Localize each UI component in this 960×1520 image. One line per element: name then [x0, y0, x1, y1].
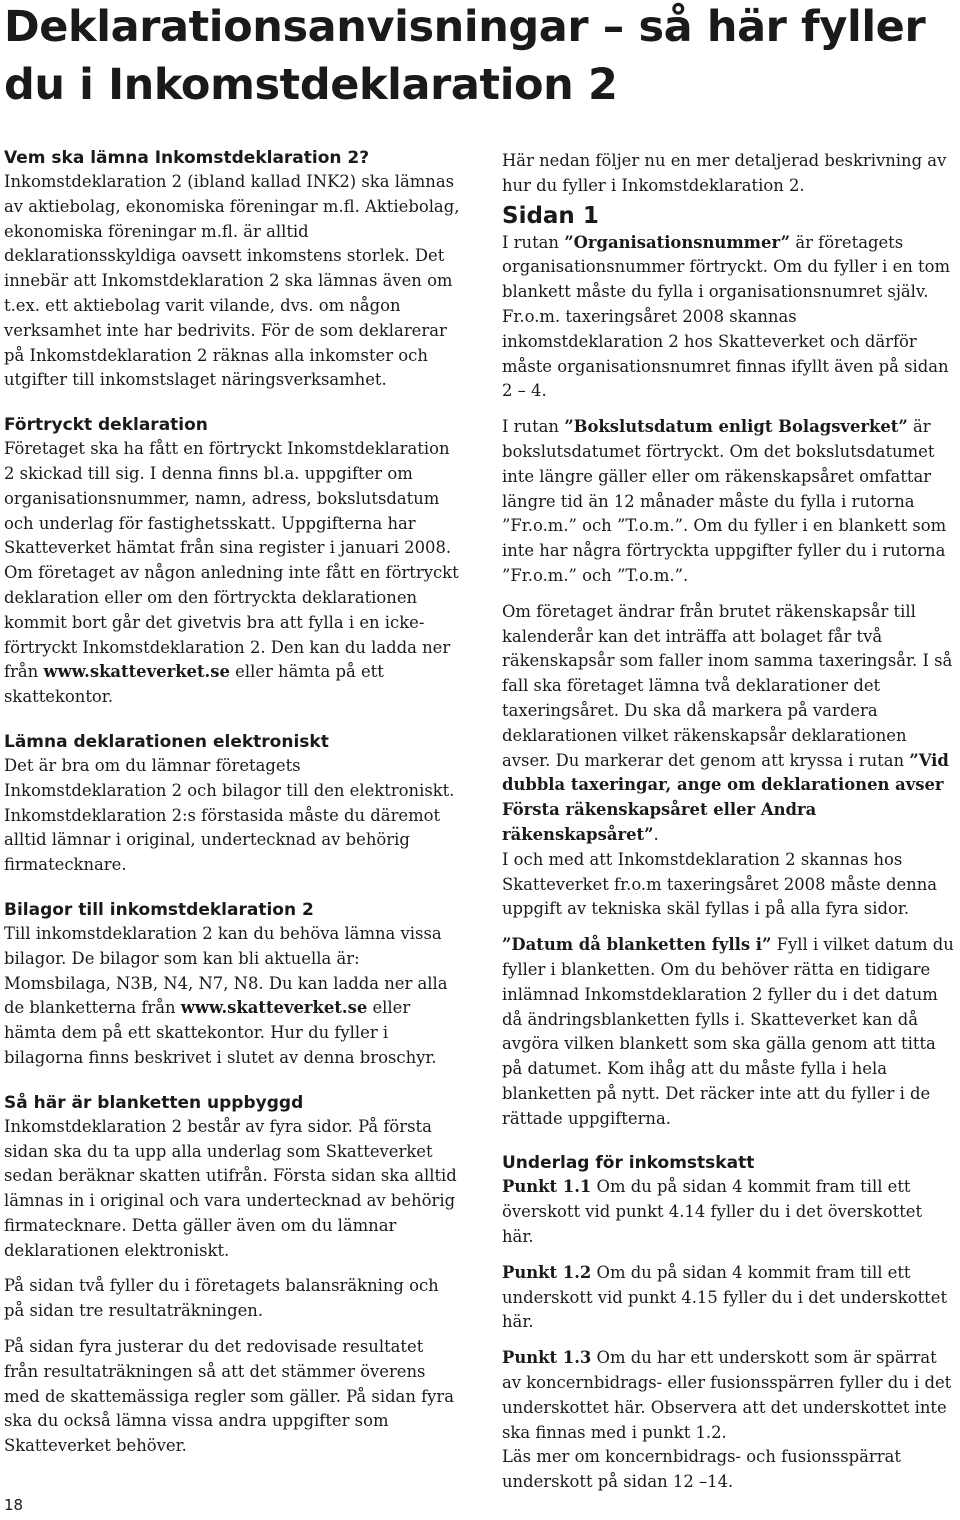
page-title: Deklarationsanvisningar – så här fyller du i Inkomstdeklaration 2 [4, 2, 926, 110]
paragraph-elektroniskt: Det är bra om du lämnar företagets Inkomstdeklaration 2 och bilagor till den elektroniskt. Inkomstdeklaration 2:s förstasida måste du däremot alltid lämnar i original, undertecknad av behörig firmatecknare. [4, 755, 455, 875]
paragraph-organisationsnummer: I rutan ”Organisationsnummer” är företagets organisationsnummer förtryckt. Om du fyller i en tom blankett måste du fylla i organisationsnumret själv. Fr.o.m. taxeringsåret 2008 skannas inkomstdeklaration 2 hos Skatteverket och därför måste organisationsnumret finnas ifyllt även på sidan 2 – 4. [502, 232, 951, 401]
section-heading-underlag: Underlag för inkomstskatt [502, 1153, 755, 1174]
paragraph-uppbyggd-2: På sidan två fyller du i företagets balansräkning och på sidan tre resultaträkningen. [4, 1276, 439, 1321]
paragraph-datum: ”Datum då blanketten fylls i” Fyll i vilket datum du fyller i blanketten. Om du behöver rätta en tidigare inlämnad Inkomstdeklaration 2 fyller du i det datum då ändringsblanketten fylls i. Skatteverket kan då avgöra vilken blankett som ska gälla genom att titta på datumet. Kom ihåg att du måste fylla i hela blanketten på nytt. Det räcker inte att du fyller i de rättade uppgifterna. [502, 935, 954, 1128]
paragraph-punkt-1-3: Punkt 1.3 Om du har ett underskott som är spärrat av koncernbidrags- eller fusionsspärren fyller du i det underskottet här. Observera att det underskottet inte ska finnas med i punkt 1.2. [502, 1348, 952, 1442]
right-column [502, 149, 958, 1495]
paragraph-bilagor: Till inkomstdeklaration 2 kan du behöva lämna vissa bilagor. De bilagor som kan bli aktuella är: Momsbilaga, N3B, N4, N7, N8. Du kan ladda ner alla de blanketterna från www.skatteverket.se eller hämta dem på ett skattekontor. Hur du fyller i bilagorna finns beskrivet i slutet av denna broschyr. [4, 923, 448, 1067]
paragraph-vem: Inkomstdeklaration 2 (ibland kallad INK2) ska lämnas av aktiebolag, ekonomiska föreningar m.fl. Aktiebolag, ekonomiska föreningar m.fl. är alltid deklarationsskyldiga oavsett inkomstens storlek. Det innebär att Inkomstdeklaration 2 ska lämnas även om t.ex. ett aktiebolag varit vilande, dvs. om någon verksamhet inte har bedrivits. För de som deklarerar på Inkomstdeklaration 2 räknas alla inkomster och utgifter till inkomstslaget näringsverksamhet. [4, 172, 460, 390]
paragraph-bokslutsdatum: I rutan ”Bokslutsdatum enligt Bolagsverket” är bokslutsdatumet förtryckt. Om det bokslutsdatumet inte längre gäller eller om räkenskapsåret omfattar längre tid än 12 månader måste du fylla i rutorna ”Fr.o.m.” och ”T.o.m.”. Om du fyller i en blankett som inte har några förtryckta uppgifter fyller du i rutorna ”Fr.o.m.” och ”T.o.m.”. [502, 417, 947, 585]
paragraph-uppbyggd-3: På sidan fyra justerar du det redovisade resultatet från resultaträkningen så att det stämmer överens med de skattemässiga regler som gäller. På sidan fyra ska du också lämna vissa andra uppgifter som Skatteverket behöver. [4, 1337, 455, 1456]
paragraph-punkt-1-2: Punkt 1.2 Om du på sidan 4 kommit fram till ett underskott vid punkt 4.15 fyller du i det underskottet här. [502, 1262, 948, 1332]
paragraph-las-mer: Läs mer om koncernbidrags- och fusionsspärrat underskott på sidan 12 –14. [502, 1447, 901, 1492]
paragraph-uppbyggd-1: Inkomstdeklaration 2 består av fyra sidor. På första sidan ska du ta upp alla underlag som Skatteverket sedan beräknar skatten utifrån. Första sidan ska alltid lämnas in i original och vara undertecknad av behörig firmatecknare. Detta gäller även om du lämnar deklarationen elektroniskt. [4, 1116, 457, 1260]
skatteverket-link[interactable]: www.skatteverket.se [43, 662, 230, 682]
section-heading-bilagor: Bilagor till inkomstdeklaration 2 [4, 899, 314, 920]
section-heading-fortryckt: Förtryckt deklaration [4, 415, 208, 436]
paragraph-fortryckt: Företaget ska ha fått en förtryckt Inkomstdeklaration 2 skickad till sig. I denna finns bl.a. uppgifter om organisationsnummer, namn, adress, bokslutsdatum och underlag för fastighetsskatt. Uppgifterna har Skatteverket hämtat från sina register i januari 2008. Om företaget av någon anledning inte fått en förtryckt deklaration eller om den förtryckta deklarationen kommit bort går det givetvis bra att fylla i en icke-förtryckt Inkomstdeklaration 2. Den kan du ladda ner från www.skatteverket.se eller hämta på ett skattekontor. [4, 439, 459, 707]
paragraph-rakenskapsar: Om företaget ändrar från brutet räkenskapsår till kalenderår kan det inträffa att bolaget får två räkenskapsår som faller inom samma taxeringsår. I så fall ska företaget lämna två deklarationer det taxeringsåret. Du ska då markera på vardera deklarationen vilket räkenskapsår deklarationen avser. Du markerar det genom att kryssa i rutan ”Vid dubbla taxeringar, ange om deklarationen avser Första räkenskapsåret eller Andra räkenskapsåret”. [502, 601, 953, 844]
left-column [4, 146, 460, 1459]
skatteverket-link[interactable]: www.skatteverket.se [180, 998, 368, 1018]
section-heading-sidan-1: Sidan 1 [502, 202, 599, 229]
paragraph-punkt-1-1: Punkt 1.1 Om du på sidan 4 kommit fram till ett överskott vid punkt 4.14 fyller du i det överskottet här. [502, 1177, 923, 1247]
section-heading-vem: Vem ska lämna Inkomstdeklaration 2? [4, 148, 370, 168]
page-number: 18 [4, 1496, 24, 1514]
section-heading-uppbyggd: Så här är blanketten uppbyggd [4, 1092, 304, 1113]
paragraph-intro: Här nedan följer nu en mer detaljerad beskrivning av hur du fyller i Inkomstdeklaration 2. [502, 151, 947, 195]
paragraph-skannas: I och med att Inkomstdeklaration 2 skannas hos Skatteverket fr.o.m taxeringsåret 2008 måste denna uppgift av tekniska skäl fyllas i på alla fyra sidor. [502, 849, 938, 919]
section-heading-elektroniskt: Lämna deklarationen elektroniskt [4, 731, 329, 752]
